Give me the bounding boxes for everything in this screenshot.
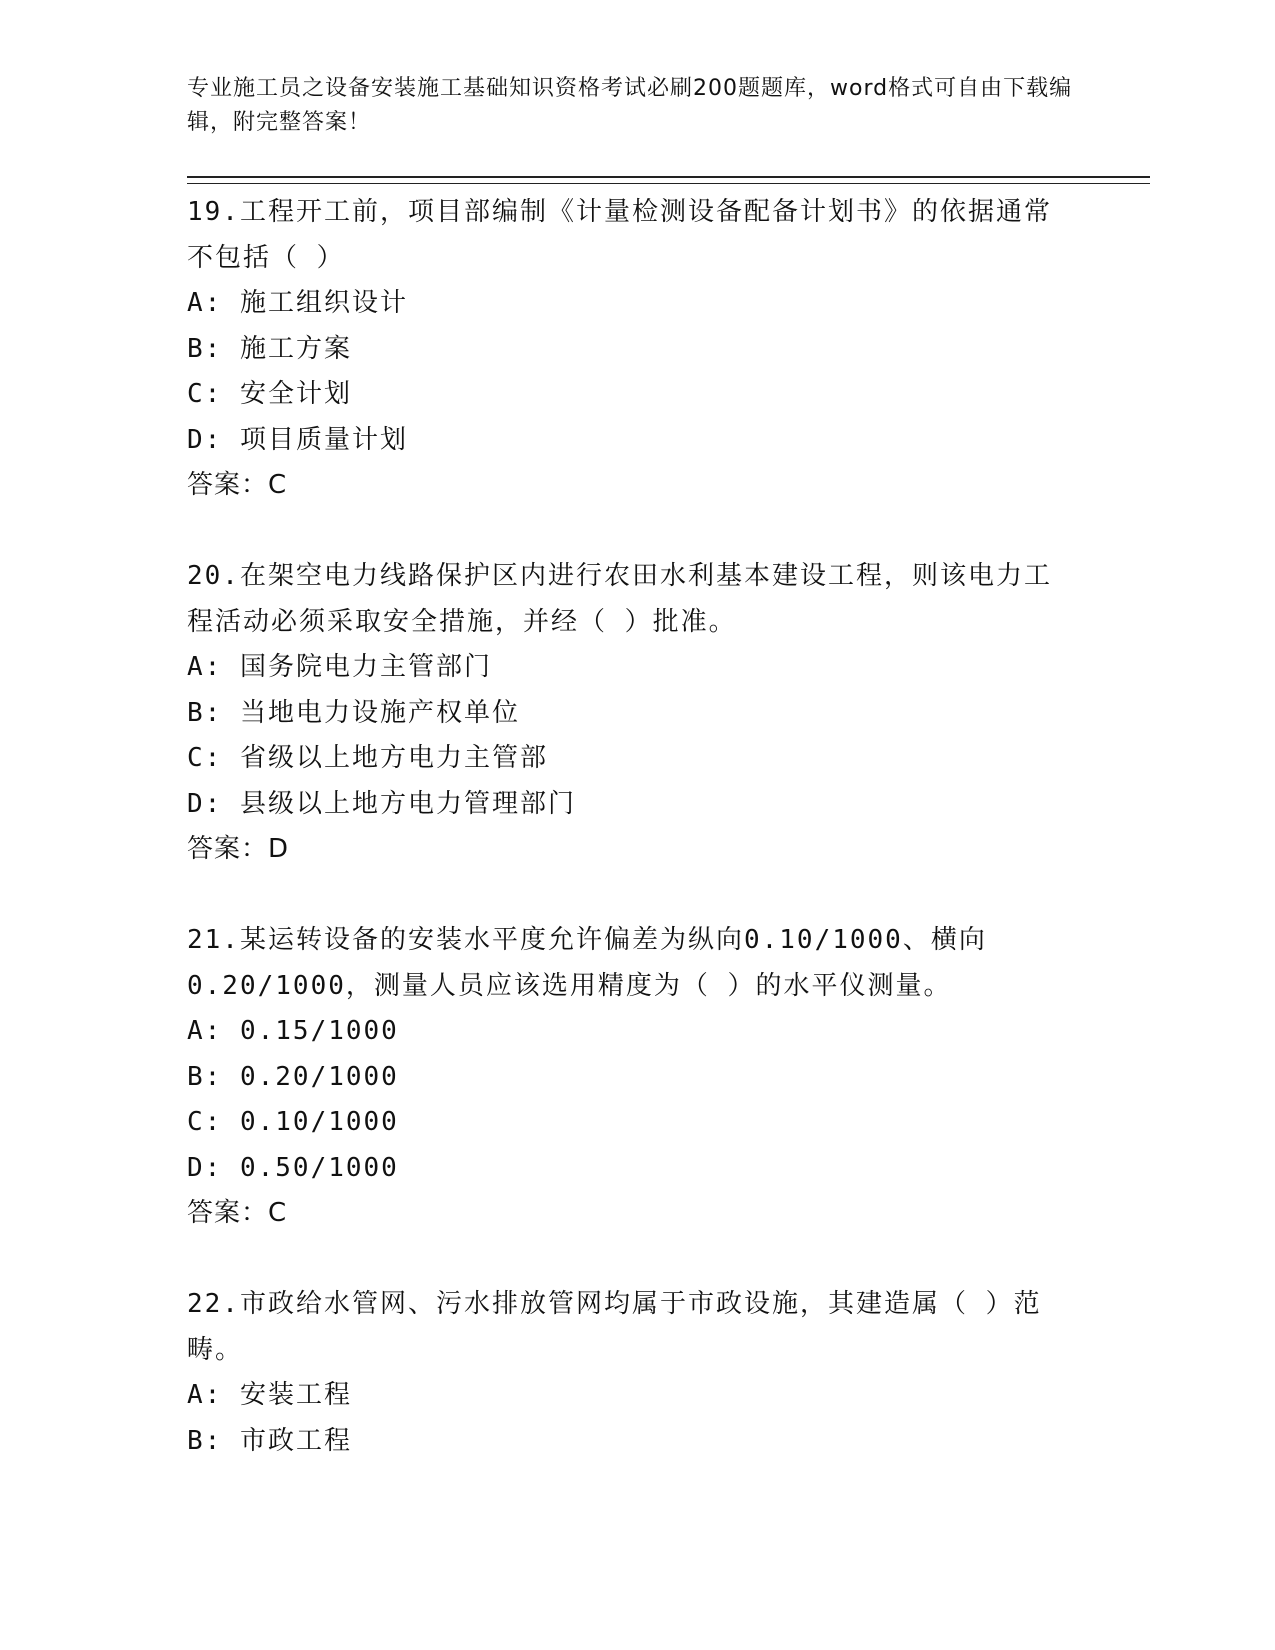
answer: 答案：C xyxy=(187,470,288,500)
option-c: C: 省级以上地方电力主管部 xyxy=(187,743,548,773)
option-b: B: 当地电力设施产权单位 xyxy=(187,697,520,728)
question-stem: 21.某运转设备的安装水平度允许偏差为纵向0.10/1000、横向0.20/1000，测量人员应该选用精度为（ ）的水平仪测量。 xyxy=(187,925,987,1001)
option-b: B: 市政工程 xyxy=(187,1425,352,1456)
question-20 xyxy=(187,554,1087,873)
option-c: C: 0.10/1000 xyxy=(187,1107,399,1137)
option-a: A: 施工组织设计 xyxy=(187,288,408,318)
option-b: B: 施工方案 xyxy=(187,333,352,364)
question-21 xyxy=(187,918,1087,1237)
question-19 xyxy=(187,190,1087,509)
option-a: A: 0.15/1000 xyxy=(187,1016,399,1046)
option-a: A: 国务院电力主管部门 xyxy=(187,652,492,682)
question-22 xyxy=(187,1282,1087,1464)
option-b: B: 0.20/1000 xyxy=(187,1061,399,1092)
header-divider-thin xyxy=(187,183,1150,184)
header-divider-thick xyxy=(187,176,1150,178)
option-d: D: 县级以上地方电力管理部门 xyxy=(187,788,576,819)
question-stem: 19.工程开工前，项目部编制《计量检测设备配备计划书》的依据通常不包括（ ） xyxy=(187,197,1052,273)
question-list xyxy=(187,190,1087,1510)
question-stem: 20.在架空电力线路保护区内进行农田水利基本建设工程，则该电力工程活动必须采取安全措施，并经（ ）批准。 xyxy=(187,561,1052,637)
question-stem: 22.市政给水管网、污水排放管网均属于市政设施，其建造属（ ）范畴。 xyxy=(187,1289,1042,1365)
option-c: C: 安全计划 xyxy=(187,379,352,409)
option-a: A: 安装工程 xyxy=(187,1380,352,1410)
answer: 答案：D xyxy=(187,834,290,864)
option-d: D: 项目质量计划 xyxy=(187,424,408,455)
option-d: D: 0.50/1000 xyxy=(187,1152,399,1183)
answer: 答案：C xyxy=(187,1198,288,1228)
document-header: 专业施工员之设备安装施工基础知识资格考试必刷200题题库，word格式可自由下载编辑，附完整答案！ xyxy=(187,76,1073,135)
